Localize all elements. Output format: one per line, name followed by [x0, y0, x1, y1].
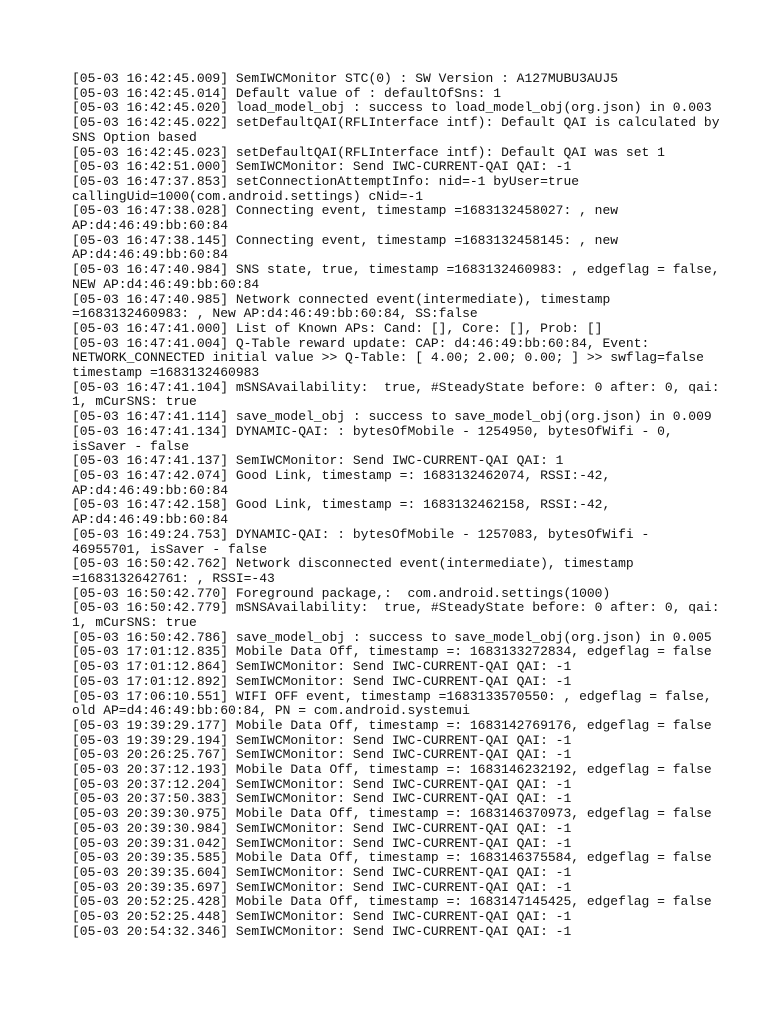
- log-line: [05-03 16:42:45.014] Default value of : defaultOfSns: 1: [72, 85, 502, 101]
- log-line: AP:d4:46:49:bb:60:84: [72, 512, 229, 528]
- log-line: [05-03 17:01:12.892] SemIWCMonitor: Send IWC-CURRENT-QAI QAI: -1: [72, 673, 572, 689]
- log-line: 1, mCurSNS: true: [72, 394, 197, 410]
- log-line: [05-03 20:39:30.975] Mobile Data Off, timestamp =: 1683146370973, edgeflag = false: [72, 806, 712, 822]
- log-line: [05-03 16:47:41.104] mSNSAvailability: true, #SteadyState before: 0 after: 0, qai:: [72, 379, 720, 395]
- log-line: [05-03 16:47:38.028] Connecting event, timestamp =1683132458027: , new: [72, 203, 619, 219]
- log-line: NEW AP:d4:46:49:bb:60:84: [72, 276, 260, 292]
- log-line: [05-03 20:39:30.984] SemIWCMonitor: Send IWC-CURRENT-QAI QAI: -1: [72, 820, 572, 836]
- log-line: [05-03 16:50:42.770] Foreground package,: com.android.settings(1000): [72, 585, 611, 601]
- log-line: [05-03 16:42:45.023] setDefaultQAI(RFLInterface intf): Default QAI was set 1: [72, 144, 665, 160]
- log-line: [05-03 16:42:45.022] setDefaultQAI(RFLInterface intf): Default QAI is calculated by: [72, 115, 720, 131]
- log-line: NETWORK_CONNECTED initial value >> Q-Table: [ 4.00; 2.00; 0.00; ] >> swflag=false: [72, 350, 704, 366]
- log-line: SNS Option based: [72, 129, 197, 145]
- log-line: AP:d4:46:49:bb:60:84: [72, 482, 229, 498]
- log-line: [05-03 20:37:12.204] SemIWCMonitor: Send IWC-CURRENT-QAI QAI: -1: [72, 776, 572, 792]
- log-line: [05-03 16:47:41.114] save_model_obj : success to save_model_obj(org.json) in 0.009: [72, 409, 712, 425]
- log-document: [72, 71, 720, 939]
- log-line: =1683132460983: , New AP:d4:46:49:bb:60:84, SS:false: [72, 306, 478, 322]
- log-line: [05-03 20:26:25.767] SemIWCMonitor: Send IWC-CURRENT-QAI QAI: -1: [72, 747, 572, 763]
- log-line: [05-03 16:47:40.984] SNS state, true, timestamp =1683132460983: , edgeflag = false,: [72, 262, 720, 278]
- log-line: 1, mCurSNS: true: [72, 615, 197, 631]
- log-line: [05-03 16:50:42.779] mSNSAvailability: true, #SteadyState before: 0 after: 0, qai:: [72, 600, 720, 616]
- log-line: [05-03 16:50:42.786] save_model_obj : success to save_model_obj(org.json) in 0.005: [72, 629, 712, 645]
- log-line: [05-03 16:47:40.985] Network connected event(intermediate), timestamp: [72, 291, 611, 307]
- log-line: [05-03 17:01:12.864] SemIWCMonitor: Send IWC-CURRENT-QAI QAI: -1: [72, 659, 572, 675]
- log-line: 46955701, isSaver - false: [72, 541, 268, 557]
- log-line: [05-03 16:47:42.158] Good Link, timestamp =: 1683132462158, RSSI:-42,: [72, 497, 611, 513]
- log-line: [05-03 20:52:25.448] SemIWCMonitor: Send IWC-CURRENT-QAI QAI: -1: [72, 909, 572, 925]
- log-line: [05-03 16:47:42.074] Good Link, timestamp =: 1683132462074, RSSI:-42,: [72, 467, 611, 483]
- log-line: [05-03 20:39:35.585] Mobile Data Off, timestamp =: 1683146375584, edgeflag = false: [72, 850, 712, 866]
- log-line: AP:d4:46:49:bb:60:84: [72, 218, 229, 234]
- log-line: [05-03 20:54:32.346] SemIWCMonitor: Send IWC-CURRENT-QAI QAI: -1: [72, 923, 572, 939]
- log-line: isSaver - false: [72, 438, 190, 454]
- log-line: [05-03 16:42:51.000] SemIWCMonitor: Send IWC-CURRENT-QAI QAI: -1: [72, 159, 572, 175]
- log-line: [05-03 16:42:45.009] SemIWCMonitor STC(0) : SW Version : A127MUBU3AUJ5: [72, 71, 619, 86]
- log-line: [05-03 16:47:37.853] setConnectionAttemptInfo: nid=-1 byUser=true: [72, 173, 580, 189]
- log-line: callingUid=1000(com.android.settings) cNid=-1: [72, 188, 424, 204]
- log-line: [05-03 17:01:12.835] Mobile Data Off, timestamp =: 1683133272834, edgeflag = false: [72, 644, 712, 660]
- log-line: [05-03 20:52:25.428] Mobile Data Off, timestamp =: 1683147145425, edgeflag = false: [72, 894, 712, 910]
- log-line: [05-03 16:49:24.753] DYNAMIC-QAI: : bytesOfMobile - 1257083, bytesOfWifi -: [72, 526, 650, 542]
- log-line: =1683132642761: , RSSI=-43: [72, 570, 275, 586]
- log-line: [05-03 16:47:41.137] SemIWCMonitor: Send IWC-CURRENT-QAI QAI: 1: [72, 453, 564, 469]
- log-line: [05-03 16:47:41.004] Q-Table reward update: CAP: d4:46:49:bb:60:84, Event:: [72, 335, 650, 351]
- log-line: old AP=d4:46:49:bb:60:84, PN = com.android.systemui: [72, 703, 470, 719]
- log-line: [05-03 16:47:41.000] List of Known APs: Cand: [], Core: [], Prob: []: [72, 320, 603, 336]
- log-line: [05-03 17:06:10.551] WIFI OFF event, timestamp =1683133570550: , edgeflag = false,: [72, 688, 712, 704]
- log-line: [05-03 16:47:41.134] DYNAMIC-QAI: : bytesOfMobile - 1254950, bytesOfWifi - 0,: [72, 423, 673, 439]
- log-line: [05-03 20:37:12.193] Mobile Data Off, timestamp =: 1683146232192, edgeflag = false: [72, 762, 712, 778]
- log-line: [05-03 16:50:42.762] Network disconnected event(intermediate), timestamp: [72, 556, 634, 572]
- log-line: [05-03 20:39:35.604] SemIWCMonitor: Send IWC-CURRENT-QAI QAI: -1: [72, 864, 572, 880]
- log-line: [05-03 20:39:35.697] SemIWCMonitor: Send IWC-CURRENT-QAI QAI: -1: [72, 879, 572, 895]
- log-line: [05-03 16:47:38.145] Connecting event, timestamp =1683132458145: , new: [72, 232, 619, 248]
- log-line: [05-03 20:37:50.383] SemIWCMonitor: Send IWC-CURRENT-QAI QAI: -1: [72, 791, 572, 807]
- log-line: [05-03 16:42:45.020] load_model_obj : success to load_model_obj(org.json) in 0.003: [72, 100, 712, 116]
- log-line: [05-03 20:39:31.042] SemIWCMonitor: Send IWC-CURRENT-QAI QAI: -1: [72, 835, 572, 851]
- log-line: [05-03 19:39:29.177] Mobile Data Off, timestamp =: 1683142769176, edgeflag = false: [72, 717, 712, 733]
- log-line: timestamp =1683132460983: [72, 365, 260, 381]
- log-line: AP:d4:46:49:bb:60:84: [72, 247, 229, 263]
- log-line: [05-03 19:39:29.194] SemIWCMonitor: Send IWC-CURRENT-QAI QAI: -1: [72, 732, 572, 748]
